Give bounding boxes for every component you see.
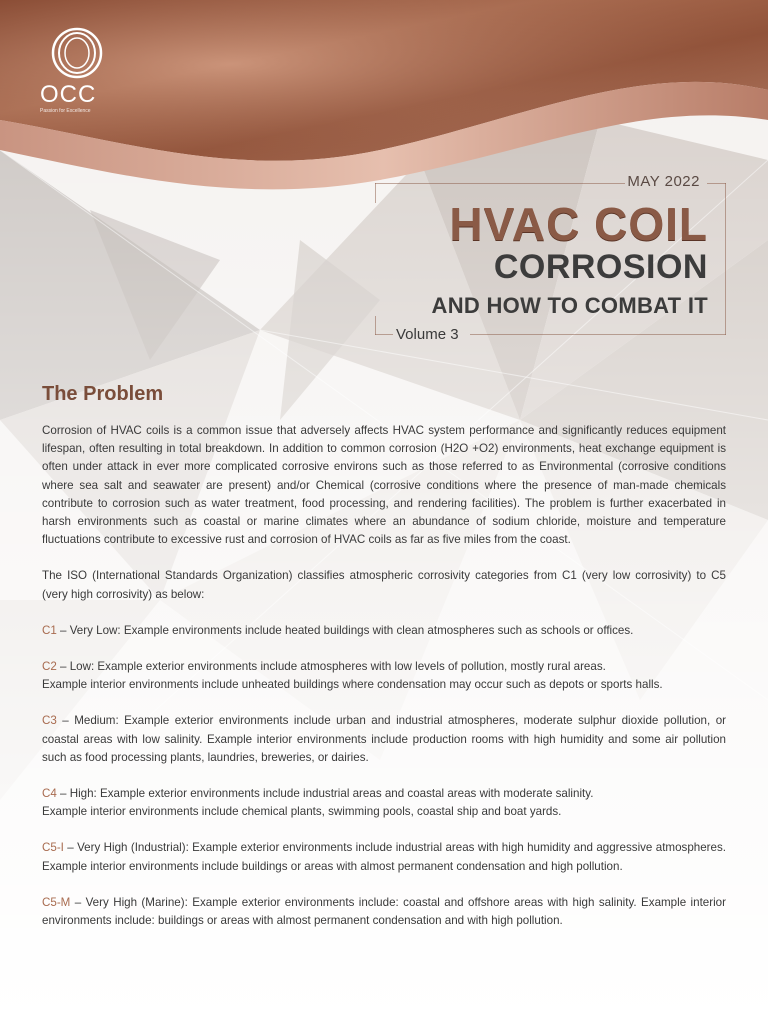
category-text: – Medium: Example exterior environments include urban and industrial atmospheres, moderate sulphur dioxide pollution, or coastal areas with low salinity. Example interior environments include production rooms with high humidity and some air pollution such as food processing plants, laundries, breweries, or dairies. [42, 714, 726, 764]
title-line-2: CORROSION [493, 248, 708, 286]
section-heading: The Problem [42, 383, 164, 405]
title-line-1: HVAC COIL [449, 198, 708, 250]
category-c2 [42, 658, 726, 694]
category-text: – Very Low: Example environments include heated buildings with clean atmospheres such as schools or offices. [56, 623, 634, 637]
category-text-2: Example interior environments include unheated buildings where condensation may occur such as depots or sports halls. [42, 678, 663, 692]
category-c3 [42, 712, 726, 767]
category-code: C3 [42, 714, 57, 728]
occ-logo [40, 26, 110, 114]
category-text-2: Example interior environments include chemical plants, swimming pools, coastal ship and boat yards. [42, 805, 562, 819]
category-c4 [42, 785, 726, 821]
title-block [375, 173, 726, 343]
category-c1 [42, 622, 726, 640]
logo-tagline: Passion for Excellence [40, 108, 91, 114]
category-c5-m [42, 894, 726, 930]
category-code: C5-M [42, 895, 71, 909]
category-code: C2 [42, 660, 57, 674]
category-text: – Very High (Marine): Example exterior environments include: coastal and offshore areas with high salinity. Example interior environments include: buildings or areas with almost permanent condensation and with high pollution. [42, 895, 726, 928]
volume-label: Volume 3 [396, 326, 459, 343]
paragraph-intro: Corrosion of HVAC coils is a common issue that adversely affects HVAC system performance and significantly reduces equipment lifespan, often resulting in total breakdown. In addition to common corrosion (H2O +O2) environments, heat exchange equipment is often under attack in ever more complicated corrosive environs such as those referred to as Environmental (corrosive conditions where sea salt and seawater are present) and/or Chemical (corrosive conditions where the presence of man-made chemicals contribute to corrosion such as water treatment, food processing, and rendering facilities). The problem is further exacerbated in harsh environments such as coastal or marine climates where an abundance of sodium chloride, moisture and temperature fluctuations contribute to excessive rust and corrosion of HVAC coils as far as five miles from the coast. [42, 424, 726, 547]
category-code: C5-I [42, 841, 64, 855]
category-code: C4 [42, 787, 57, 801]
paragraph-iso: The ISO (International Standards Organization) classifies atmospheric corrosivity categories from C1 (very low corrosivity) to C5 (very high corrosivity) as below: [42, 569, 726, 601]
category-code: C1 [42, 623, 57, 637]
title-line-3: AND HOW TO COMBAT IT [431, 293, 708, 318]
category-text: – Low: Example exterior environments include atmospheres with low levels of pollution, mostly rural areas. [56, 660, 606, 674]
category-text: – High: Example exterior environments include industrial areas and coastal areas with moderate salinity. [56, 787, 594, 801]
category-c5-i [42, 839, 726, 875]
category-text: – Very High (Industrial): Example exterior environments include industrial areas with high humidity and aggressive atmospheres. Example interior environments include buildings or areas with almost permanent condensation and high pollution. [42, 841, 726, 873]
logo-ring-icon [50, 26, 104, 80]
issue-date: MAY 2022 [627, 173, 700, 190]
article-body [42, 422, 726, 948]
logo-wordmark: OCC [40, 81, 97, 108]
